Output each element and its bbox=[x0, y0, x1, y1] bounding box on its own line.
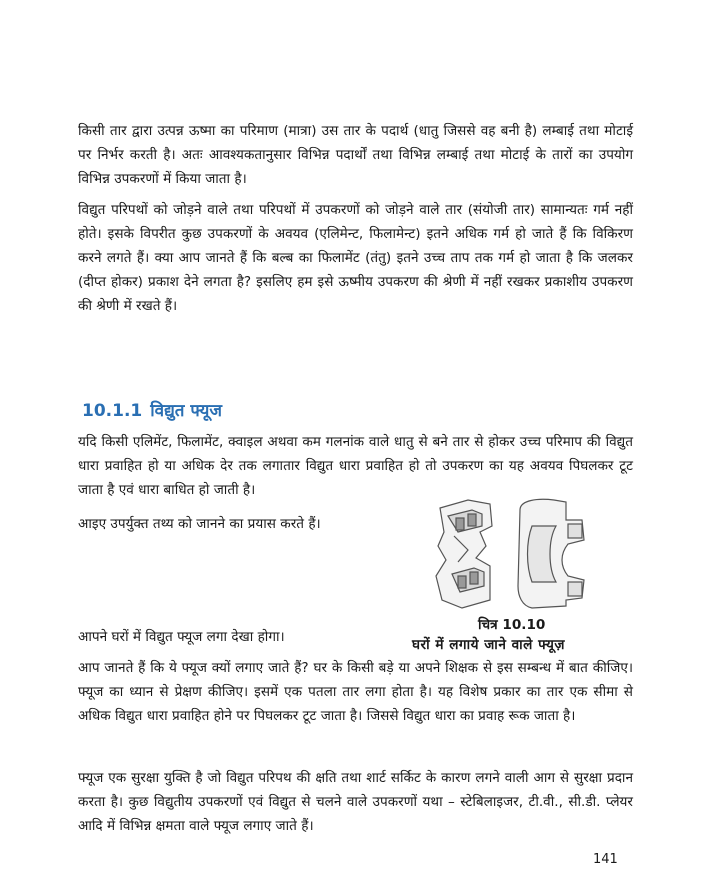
paragraph-connecting-wires: विद्युत परिपथों को जोड़ने वाले तथा परिपथों में उपकरणों को जोड़ने वाले तार (संयोजी तार) सामान्यतः गर्म नहीं होते। इसके विपरीत कुछ उपकरणों के अवयव (एलिमेन्ट, फिलामेन्ट) इतने अधिक गर्म हो जाते हैं कि विकिरण करने लगते हैं। क्या आप जानते हैं कि बल्ब का फिलामेंट (तंतु) इतने उच्च ताप तक गर्म हो जाता है कि जलकर (दीप्त होकर) प्रकाश देने लगता है? इसलिए हम इसे ऊष्मीय उपकरण की श्रेणी में नहीं रखकर प्रकाशीय उपकरण की श्रेणी में रखते हैं। bbox=[78, 202, 633, 314]
section-number: 10.1.1 bbox=[82, 401, 143, 421]
section-heading bbox=[82, 398, 222, 421]
paragraph-fuse-intro: यदि किसी एलिमेंट, फिलामेंट, क्वाइल अथवा कम गलनांक वाले धातु से बने तार से होकर उच्च परिमाप की विद्युत धारा प्रवाहित हो या अधिक देर तक लगातार विद्युत धारा प्रवाहित हो तो उपकरण का यह अवयव पिघलकर टूट जाता है एवं धारा बाधित हो जाती है। bbox=[78, 434, 633, 498]
section-title: विद्युत फ्यूज bbox=[150, 401, 223, 421]
paragraph-heat-quantity: किसी तार द्वारा उत्पन्न ऊष्मा का परिमाण (मात्रा) उस तार के पदार्थ (धातु जिससे वह बनी है) लम्बाई तथा मोटाई पर निर्भर करती है। अतः आवश्यकतानुसार विभिन्न पदार्थों तथा विभिन्न लम्बाई तथा मोटाई के तारों का उपयोग विभिन्न उपकरणों में किया जाता है। bbox=[78, 123, 633, 187]
figure-caption: घरों में लगाये जाने वाले फ्यूज़ bbox=[412, 637, 565, 653]
paragraph-fuse-safety: फ्यूज एक सुरक्षा युक्ति है जो विद्युत परिपथ की क्षति तथा शार्ट सर्किट के कारण लगने वाली आग से सुरक्षा प्रदान करता है। कुछ विद्युतीय उपकरणों एवं विद्युत से चलने वाले उपकरणों यथा – स्टेबिलाइजर, टी.वी., सी.डी. प्लेयर आदि में विभिन्न क्षमता वाले फ्यूज लगाए जाते हैं। bbox=[78, 770, 633, 834]
figure-number: चित्र 10.10 bbox=[478, 617, 546, 633]
paragraph-seen-fuse: आपने घरों में विद्युत फ्यूज लगा देखा होगा। bbox=[78, 629, 285, 645]
paragraph-activity: आइए उपर्युक्त तथ्य को जानने का प्रयास करते हैं। bbox=[78, 516, 321, 532]
fuse-illustration-icon bbox=[428, 496, 614, 612]
page-number: 141 bbox=[593, 852, 618, 867]
paragraph-why-fuse: आप जानते हैं कि ये फ्यूज क्यों लगाए जाते हैं? घर के किसी बड़े या अपने शिक्षक से इस सम्बन्ध में बात कीजिए। फ्यूज का ध्यान से प्रेक्षण कीजिए। इसमें एक पतला तार लगा होता है। यह विशेष प्रकार का तार एक सीमा से अधिक विद्युत धारा प्रवाहित होने पर पिघलकर टूट जाता है। जिससे विद्युत धारा का प्रवाह रूक जाता है। bbox=[78, 660, 633, 724]
